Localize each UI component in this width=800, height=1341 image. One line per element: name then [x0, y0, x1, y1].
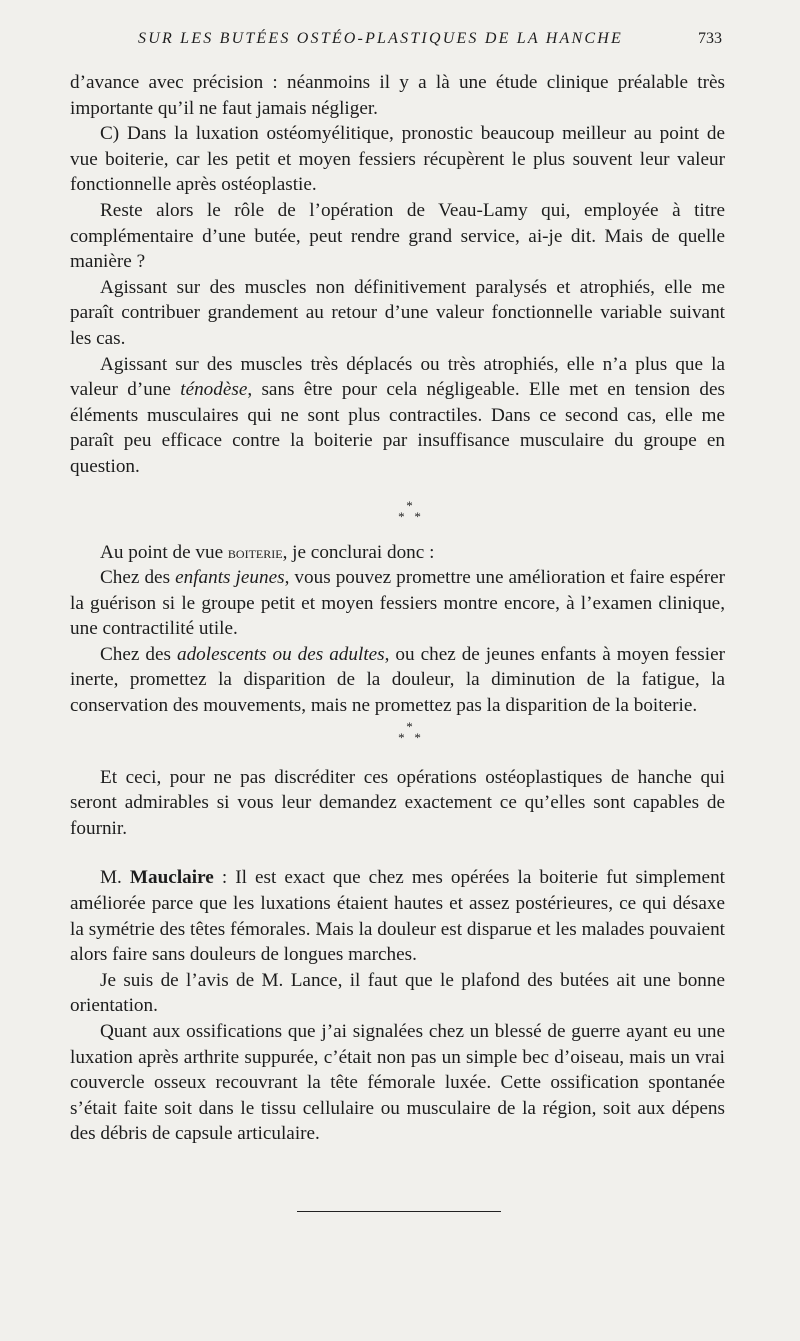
page-number: 733: [698, 30, 722, 47]
paragraph-5: Agissant sur des muscles très déplacés ou très atrophiés, elle n’a plus que la valeur d’une ténodèse, sans être pour cela négligeable. Elle met en tension des éléments musculaires qui ne sont plus contractiles. Dans ce second cas, elle me paraît peu efficace contre la boiterie par insuffisance musculaire du groupe en question.: [70, 353, 725, 477]
emphasis-enfants-jeunes: enfants jeunes: [175, 567, 285, 589]
end-rule: [297, 1211, 501, 1212]
paragraph-6: Au point de vue boiterie, je conclurai donc :: [100, 541, 435, 563]
paragraph-10: M. Mauclaire : Il est exact que chez mes opérées la boiterie fut simplement améliorée parce que les luxations étaient hautes et assez postérieures, ce qui désaxe la symétrie des têtes fémorales. Mais la douleur est disparue et les malades pouvaient alors faire sans douleurs de longues marches.: [70, 867, 725, 966]
paragraph-1: d’avance avec précision : néanmoins il y a là une étude clinique préalable très importante qu’il ne faut jamais négliger.: [70, 72, 725, 119]
paragraph-11: Je suis de l’avis de M. Lance, il faut que le plafond des butées ait une bonne orientation.: [70, 969, 725, 1017]
paragraph-9: Et ceci, pour ne pas discréditer ces opérations ostéoplastiques de hanche qui seront admirables si vous leur demandez exactement ce qu’elles sont capables de fournir.: [70, 766, 725, 839]
asterism-1: * * *: [398, 497, 421, 524]
running-title: SUR LES BUTÉES OSTÉO-PLASTIQUES DE LA HANCHE: [138, 30, 623, 47]
emphasis-tenodese: ténodèse: [180, 379, 248, 401]
paragraph-3: Reste alors le rôle de l’opération de Veau-Lamy qui, employée à titre complémentaire d’une butée, peut rendre grand service, ai-je dit. Mais de quelle manière ?: [70, 199, 725, 273]
paragraph-8: Chez des adolescents ou des adultes, ou chez de jeunes enfants à moyen fessier inerte, promettez la disparition de la douleur, la diminution de la fatigue, la conservation des mouvements, mais ne promettez pas la disparition de la boiterie.: [70, 643, 725, 717]
paragraph-2: C) Dans la luxation ostéomyélitique, pronostic beaucoup meilleur au point de vue boiterie, car les petit et moyen fessiers récupèrent le plus souvent leur valeur fonctionnelle après ostéoplastie.: [70, 123, 725, 196]
paragraph-4: Agissant sur des muscles non définitivement paralysés et atrophiés, elle me paraît contribuer grandement au retour d’une valeur fonctionnelle variable suivant les cas.: [70, 276, 725, 349]
body-text: [70, 70, 725, 1147]
asterism-2: * * *: [398, 718, 421, 745]
emphasis-adolescents: adolescents ou des adultes: [176, 643, 385, 665]
paragraph-7: Chez des enfants jeunes, vous pouvez promettre une amélioration et faire espérer la guérison si le groupe petit et moyen fessiers montre encore, à l’examen clinique, une contractilité utile.: [70, 567, 725, 640]
speaker-name: Mauclaire: [129, 867, 214, 889]
smallcaps-boiterie: boiterie: [227, 542, 283, 562]
paragraph-12: Quant aux ossifications que j’ai signalées chez un blessé de guerre ayant eu une luxation après arthrite suppurée, c’était non pas un simple bec d’oiseau, mais un vrai couvercle osseux recouvrant la tête fémorale luxée. Cette ossification spontanée s’était faite soit dans le tissu cellulaire ou musculaire de la région, soit aux dépens des débris de capsule articulaire.: [70, 1021, 725, 1145]
